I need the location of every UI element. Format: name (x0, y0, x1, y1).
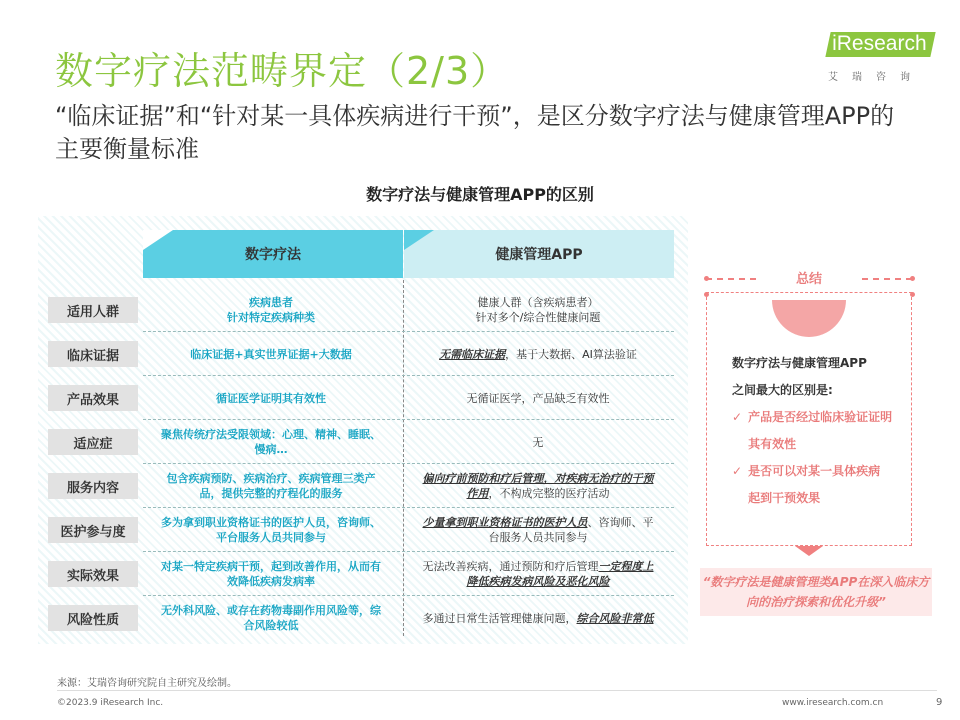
row-category: 服务内容 (48, 473, 138, 499)
dtx-cell-text: 循证医学证明其有效性 (216, 391, 326, 405)
app-text: 无法改善疾病，通过预防和疗后管理 (422, 560, 599, 573)
table-row (48, 596, 674, 640)
summary-dot-right (910, 276, 915, 281)
app-text-suffix: ，基于大数据、AI算法验证 (505, 347, 637, 361)
summary-quote: “数字疗法是健康管理类APP在深入临床方向的治疗探索和优化升级” (700, 568, 932, 616)
dtx-cell-text: 多为拿到职业资格证书的医护人员，咨询师、平台服务人员共同参与 (161, 516, 381, 544)
row-category: 风险性质 (48, 605, 138, 631)
app-cell (418, 508, 658, 552)
dtx-cell (156, 508, 386, 552)
app-text: 无 (532, 435, 544, 449)
footer-divider (57, 690, 937, 691)
summary-label: 总结 (756, 268, 862, 287)
app-text: 健康人群（含疾病患者） 针对多个/综合性健康问题 (475, 296, 601, 324)
app-cell (418, 332, 658, 376)
app-cell (418, 288, 658, 332)
app-cell-text (418, 471, 658, 501)
summary-text (732, 350, 902, 512)
app-cell-text (467, 391, 610, 406)
app-cell-text (439, 347, 637, 362)
app-emphasis-text: 无需临床证据 (439, 347, 506, 361)
logo-cn: 艾瑞咨询 (828, 72, 924, 83)
app-cell (418, 596, 658, 640)
summary-top-line-left (706, 278, 756, 280)
app-emphasis-text: 一定程度上降低疾病发病风险及恶化风险 (466, 560, 654, 588)
dtx-cell-text: 临床证据+真实世界证据+大数据 (190, 347, 352, 361)
page-subtitle: “临床证据”和“针对某一具体疾病进行干预”，是区分数字疗法与健康管理APP的主要衡量标准 (55, 102, 895, 163)
dtx-cell-text: 无外科风险、或存在药物毒副作用风险等，综合风险较低 (161, 604, 381, 632)
summary-dot-left-2 (704, 292, 709, 297)
app-emphasis-text: 少量拿到职业资格证书的医护人员 (422, 516, 588, 529)
summary-top-line-right (862, 278, 912, 280)
table-row (48, 464, 674, 508)
header-corner-left (143, 230, 173, 250)
iresearch-logo (822, 30, 932, 86)
summary-point-2: ✓ 是否可以对某一具体疾病起到干预效果 (732, 458, 902, 512)
app-cell (418, 376, 658, 420)
page-number: 9 (936, 697, 943, 708)
app-cell-text (418, 559, 658, 589)
logo-text: iResearch (832, 32, 927, 55)
check-icon: ✓ (732, 464, 743, 478)
summary-dot-left (704, 276, 709, 281)
row-category: 产品效果 (48, 385, 138, 411)
table-heading: 数字疗法与健康管理APP的区别 (366, 185, 594, 204)
header-corner-right (404, 230, 434, 250)
dtx-cell (156, 596, 386, 640)
table-row (48, 288, 674, 332)
dtx-cell (156, 288, 386, 332)
table-row (48, 332, 674, 376)
summary-intro-line-2: 之间最大的区别是: (732, 383, 833, 397)
copyright: ©2023.9 iResearch Inc. (57, 698, 164, 708)
app-text-suffix: 、咨询师、平台服务人员共同参与 (488, 516, 654, 544)
summary-dot-right-2 (910, 292, 915, 297)
dtx-cell (156, 376, 386, 420)
dtx-cell-text: 聚焦传统疗法受限领域：心理、精神、睡眠、慢病… (161, 428, 381, 456)
app-cell (418, 464, 658, 508)
table-row (48, 420, 674, 464)
table-row (48, 508, 674, 552)
check-icon: ✓ (732, 410, 743, 424)
dtx-cell (156, 552, 386, 596)
table-row (48, 552, 674, 596)
summary-down-arrow-icon (795, 546, 823, 556)
dtx-cell (156, 420, 386, 464)
app-text-suffix: ，不构成完整的医疗活动 (488, 487, 610, 500)
page-title: 数字疗法范畴界定（2/3） (55, 49, 510, 93)
app-cell-text (533, 435, 544, 450)
app-emphasis-text: 综合风险非常低 (576, 611, 654, 625)
dtx-cell-text: 疾病患者 针对特定疾病种类 (227, 296, 315, 324)
summary-point-1: ✓ 产品是否经过临床验证证明其有效性 (732, 404, 902, 458)
app-emphasis-text: 偏向疗前预防和疗后管理，对疾病无治疗的干预作用 (422, 472, 654, 500)
row-category: 适应症 (48, 429, 138, 455)
row-category: 临床证据 (48, 341, 138, 367)
row-category: 医护参与度 (48, 517, 138, 543)
dtx-cell (156, 332, 386, 376)
row-category: 实际效果 (48, 561, 138, 587)
dtx-cell-text: 包含疾病预防、疾病治疗、疾病管理三类产品，提供完整的疗程化的服务 (166, 472, 376, 500)
source-note: 来源：艾瑞咨询研究院自主研究及绘制。 (57, 678, 237, 689)
app-cell (418, 420, 658, 464)
app-text: 无循证医学，产品缺乏有效性 (466, 391, 610, 405)
app-cell-text (476, 295, 601, 325)
dtx-cell-text: 对某一特定疾病干预，起到改善作用，从而有效降低疾病发病率 (161, 560, 381, 588)
app-cell-text (418, 515, 658, 545)
summary-intro-line-1: 数字疗法与健康管理APP (732, 356, 867, 370)
column-header-dtx: 数字疗法 (143, 230, 403, 278)
dtx-cell (156, 464, 386, 508)
app-text: 多通过日常生活管理健康问题， (422, 611, 577, 625)
row-category: 适用人群 (48, 297, 138, 323)
column-header-app: 健康管理APP (404, 230, 674, 278)
app-cell (418, 552, 658, 596)
app-cell-text (423, 611, 654, 626)
table-row (48, 376, 674, 420)
website-link[interactable]: www.iresearch.com.cn (782, 698, 884, 708)
